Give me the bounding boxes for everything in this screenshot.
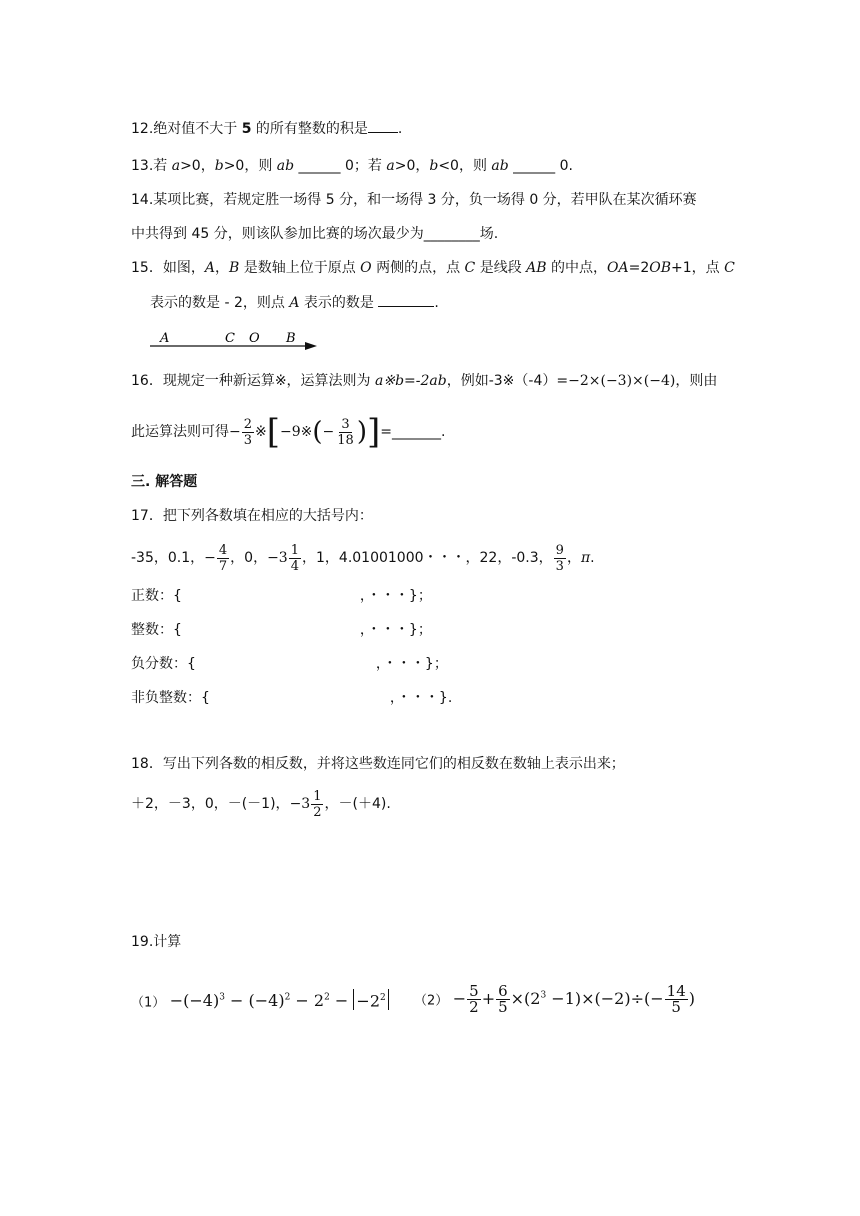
q16-text: 16．现规定一种新运算※，运算法则为 [131,373,375,389]
question-16-line-1 [131,371,717,391]
expr-text: ×(2 [510,989,541,1009]
right-paren: ) [356,417,367,447]
set-label: 负分数：{ [131,656,196,672]
q13-text: >0，则 [223,158,277,174]
fraction-denominator: 4 [290,558,299,574]
expr-text: − [329,991,354,1011]
fraction-numerator: 14 [666,982,686,1001]
q15-text: 是线段 [475,260,527,276]
point-c-label: C [724,260,735,276]
fraction-denominator: 2 [469,998,479,1017]
number-line-label-a: A [160,331,170,346]
q13-text: >0， [394,158,430,174]
q15-text: +1，点 [671,260,725,276]
set-label: 整数：{ [131,622,182,638]
question-19-part-1 [131,980,389,1021]
segment-ab-label: AB [526,260,547,276]
expr-text: −2 [356,991,381,1011]
exponent: 3 [540,991,547,1001]
set-tail: ，・・・}. [389,690,453,706]
q12-prefix: 12.绝对值不大于 [131,121,242,137]
set-tail: ，・・・}； [375,656,448,672]
q15-text: ， [214,260,229,276]
q15-text: 表示的数是 - 2，则点 [150,295,290,311]
q16-text: 此运算法则可得 [131,424,229,440]
question-17-numbers [131,540,595,576]
fraction-numerator: 3 [341,416,350,432]
question-18-numbers [131,786,391,822]
q15-text: 的中点， [546,260,608,276]
left-paren: ( [312,417,323,447]
q12-end: . [397,121,403,137]
number-line-label-o: O [249,331,260,346]
set-row-positive [131,586,432,606]
q16-inner: −9※ [280,424,313,440]
absolute-value [353,989,388,1010]
fraction [496,984,510,1015]
expr-text: − 2 [290,991,325,1011]
arrow-head-icon [305,342,317,350]
left-bracket: [ [266,412,281,452]
fraction [665,984,688,1015]
q15-end: . [434,295,439,311]
exponent: 2 [284,993,291,1003]
expr-text: ) [688,989,695,1009]
point-o-label: O [360,260,372,276]
question-14-line-2: 中共得到 45 分，则该队参加比赛的场次最少为________场. [131,226,499,242]
var-a: a [386,158,395,174]
q15-text: 15．如图， [131,260,205,276]
q17-text: ， [566,550,581,566]
var-ab: ab [491,158,509,174]
number-line-label-c: C [225,331,235,346]
fraction-numerator: 1 [313,788,322,804]
operator: ※ [255,424,267,440]
part-label: （1） [131,995,166,1011]
exponent: 2 [324,993,330,1003]
fraction-denominator: 7 [218,558,228,574]
fraction [217,543,229,574]
fraction-denominator: 18 [337,432,354,448]
var-a: a [171,158,181,174]
expr-text: − (−4) [224,991,285,1011]
right-bracket: ] [366,412,381,452]
section-3-title: 三. 解答题 [131,474,198,490]
q15-text: 表示的数是 [299,295,379,311]
q13-text: 13.若 [131,158,172,174]
q13-text: >0， [180,158,215,174]
mixed-number [267,540,302,576]
point-a-label: A [289,295,300,311]
point-a-label: A [204,260,215,276]
exponent: 2 [380,993,386,1003]
fraction-numerator: 5 [469,982,479,1001]
fraction-denominator: 2 [313,804,322,820]
q15-text: 两侧的点，点 [371,260,465,276]
q18-text: ＋2，－3，0，－(－1)， [131,796,290,812]
part-label: （2） [414,993,449,1009]
segment-ob-label: OB [649,260,672,276]
q17-text: -35，0.1， [131,550,205,566]
set-label: 正数：{ [131,588,182,604]
mixed-whole: −3 [267,550,288,566]
var-ab: ab [276,158,295,174]
minus-sign: − [452,989,467,1009]
mixed-whole: −3 [289,796,311,812]
q12-suffix: 的所有整数的积是 [251,121,368,137]
question-16-line-2 [131,414,445,450]
mixed-number [290,786,325,822]
fraction [335,417,356,448]
q12-number: 5 [241,121,252,137]
q17-text: ，0， [230,550,268,566]
set-tail: ，・・・}； [359,588,432,604]
set-label: 非负整数：{ [131,690,210,706]
set-row-nonnegative-integer [131,688,452,708]
fraction-numerator: 6 [498,982,508,1001]
q13-text: ______ 0. [508,158,573,174]
expr-text: −(−4) [169,991,220,1011]
question-17-title: 17．把下列各数填在相应的大括号内： [131,508,373,524]
question-15-line-2 [150,292,439,313]
set-tail: ，・・・}； [359,622,432,638]
q16-example: −2×(−3)×(−4) [568,373,676,389]
expression-2 [452,982,695,1017]
fraction-denominator: 3 [243,432,253,448]
q16-text: ，例如-3※（-4）= [446,373,569,389]
point-b-label: B [228,260,240,276]
fraction-numerator: 2 [243,416,253,432]
exponent: 3 [219,993,225,1003]
set-row-integer [131,620,432,640]
fraction [242,417,254,448]
q16-text: ，则由 [675,373,718,389]
fraction [311,789,323,820]
number-line-figure [145,325,325,355]
q13-text: <0，则 [438,158,492,174]
q17-text: ，1，4.01001000・・・，22，-0.3， [302,550,553,566]
minus-sign: − [322,424,335,440]
fraction [467,984,481,1015]
fraction-numerator: 9 [555,542,564,558]
question-18-title: 18．写出下列各数的相反数，并将这些数连同它们的相反数在数轴上表示出来； [131,756,625,772]
fraction-numerator: 1 [290,542,299,558]
minus-sign: − [204,550,216,566]
question-13 [131,156,573,176]
number-line-label-b: B [286,331,296,346]
expr-text: −1)×(−2)÷(− [546,989,664,1009]
plus-sign: + [481,989,496,1009]
fraction [554,543,566,574]
minus-sign: − [229,424,241,440]
q17-text: . [590,550,595,566]
q18-text: ，－(＋4). [324,796,391,812]
answer-blank [378,292,434,307]
question-12 [131,118,402,139]
fraction-denominator: 5 [671,998,681,1017]
q16-text: =_______. [380,424,446,440]
q15-text: =2 [628,260,650,276]
segment-oa-label: OA [607,260,629,276]
q15-text: 是数轴上位于原点 [239,260,361,276]
question-15-line-1 [131,258,735,278]
var-b: b [214,158,224,174]
fraction-denominator: 5 [498,998,508,1017]
question-19-part-2 [414,974,695,1023]
var-b: b [429,158,439,174]
question-14-line-1: 14.某项比赛，若规定胜一场得 5 分，和一场得 3 分，负一场得 0 分，若甲队在某次循环赛 [131,192,697,208]
set-row-negative-fraction [131,654,448,674]
point-c-label: C [464,260,476,276]
question-19-title: 19.计算 [131,934,182,950]
expression-1 [170,991,389,1010]
q16-rule: a※b=-2ab [375,373,447,389]
fraction [289,543,301,574]
pi-symbol: π [580,550,591,566]
q13-text: ______ 0；若 [294,158,387,174]
fraction-denominator: 3 [555,558,564,574]
answer-blank [368,118,398,133]
fraction-numerator: 4 [218,542,228,558]
